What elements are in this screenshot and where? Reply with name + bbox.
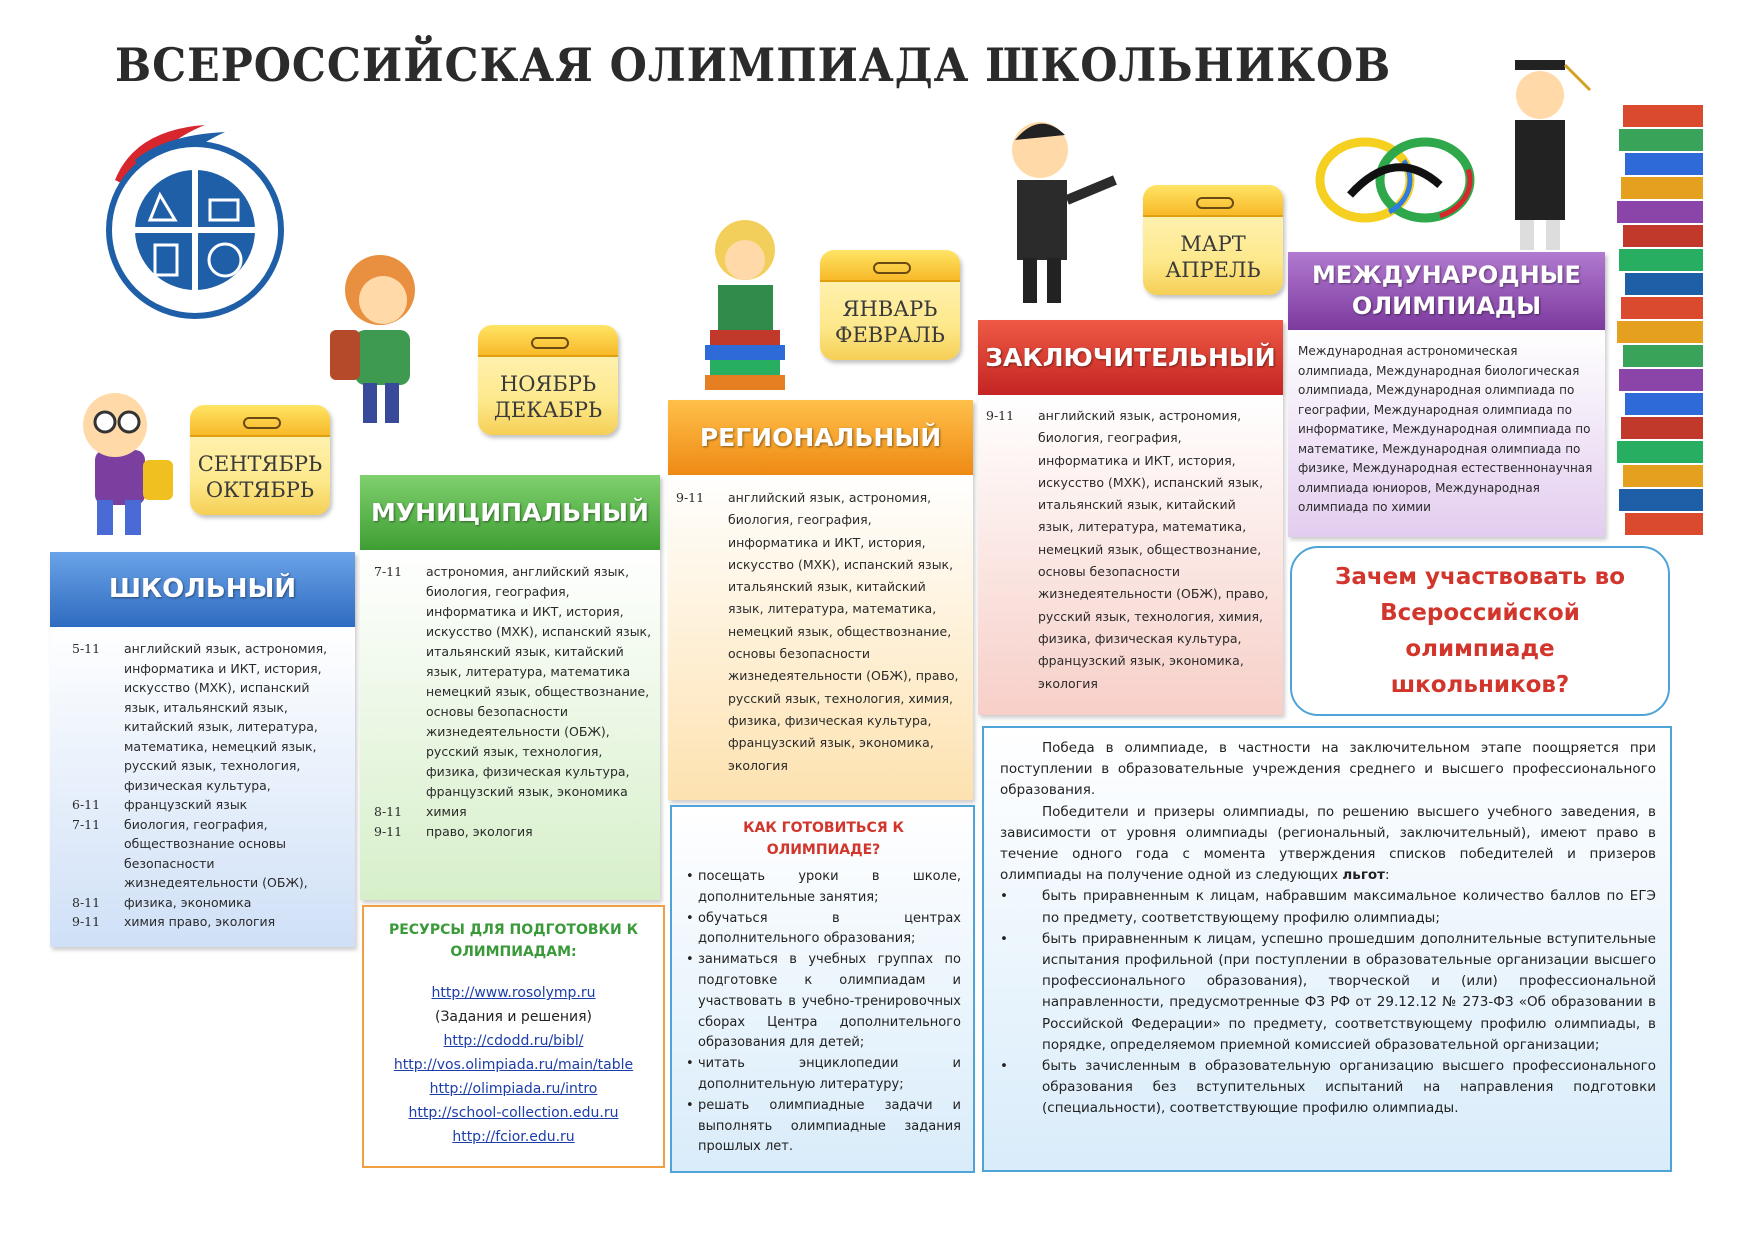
- subject-list: химия: [426, 804, 467, 819]
- stage-title: ШКОЛЬНЫЙ: [108, 574, 297, 604]
- stage-header-school: [50, 552, 355, 627]
- resource-link[interactable]: http://vos.olimpiada.ru/main/table: [393, 1057, 634, 1073]
- stage-title-line2: ОЛИМПИАДЫ: [1351, 292, 1542, 320]
- boy-with-backpack-illustration: [325, 245, 445, 435]
- boy-reading-illustration: [690, 210, 800, 400]
- stage-header-municipal: [360, 475, 660, 550]
- stage-header-final: [978, 320, 1283, 395]
- olympic-rings-illustration: [1310, 125, 1480, 235]
- grade-range: 9-11: [72, 914, 101, 929]
- howto-box: [670, 805, 975, 1173]
- grade-row: [374, 822, 652, 842]
- grade-row: [374, 802, 652, 822]
- graduate-illustration: [1480, 50, 1600, 260]
- resource-link[interactable]: http://fcior.edu.ru: [452, 1129, 575, 1145]
- why-participate-title: Зачем участвовать во Всероссийской олимпиаде школьников?: [1335, 564, 1625, 698]
- howto-item: • обучаться в центрах дополнительного образования;: [686, 909, 961, 951]
- resource-link[interactable]: http://olimpiada.ru/intro: [429, 1081, 598, 1097]
- grade-range: 7-11: [72, 816, 101, 832]
- month-label: ОКТЯБРЬ: [205, 478, 315, 502]
- benefits-box: [982, 726, 1672, 1172]
- month-label: ЯНВАРЬ: [842, 297, 938, 321]
- stage-panel-international: [1288, 330, 1605, 537]
- resources-box: [362, 905, 665, 1168]
- subject-list: английский язык, астрономия, биология, география, информатика и ИКТ, история, искусство (МХК), испанский язык, итальянский язык, китайский язык, литература, математика, немецкий язык, обществознание, основы безопасности жизнедеятельности (ОБЖ), право, русский язык, технология, химия, физика, физическая культура, французский язык, экономика, экология: [1038, 408, 1269, 691]
- subject-list: право, экология: [426, 824, 533, 839]
- benefits-bold-word: льгот: [1342, 867, 1385, 884]
- grade-range: 6-11: [72, 797, 101, 812]
- month-label: АПРЕЛЬ: [1165, 258, 1261, 282]
- benefits-item-text: быть приравненным к лицам, набравшим максимальное количество баллов по ЕГЭ по предмету, соответствующему профилю олимпиады;: [1042, 888, 1656, 926]
- grade-range: 9-11: [374, 824, 403, 839]
- benefits-text: :: [1384, 867, 1390, 884]
- grade-range: 8-11: [72, 894, 101, 910]
- page-title: ВСЕРОССИЙСКАЯ ОЛИМПИАДА ШКОЛЬНИКОВ: [115, 38, 1392, 92]
- stage-panel-final: [978, 395, 1283, 715]
- subject-list: астрономия, английский язык, биология, география, информатика и ИКТ, история, искусство (МХК), испанский язык, итальянский язык, китайский язык, литература, математика немецкий язык, обществознание, основы безопасности жизнедеятельности (ОБЖ), русский язык, технология, физика, физическая культура, французский язык, экономика: [426, 564, 652, 799]
- grade-range: 9-11: [676, 490, 705, 505]
- grade-range: 5-11: [72, 641, 101, 656]
- subject-list: английский язык, астрономия, информатика и ИКТ, история, искусство (МХК), испанский язык, итальянский язык, китайский язык, литература, математика, немецкий язык, русский язык, технология, физическая культура,: [124, 641, 328, 793]
- benefits-paragraph: Победа в олимпиаде, в частности на заключительном этапе поощряется при поступлении в образовательные учреждения среднего и высшего профессионального образования.: [1000, 740, 1656, 799]
- howto-item: • решать олимпиадные задачи и выполнять олимпиадные задания прошлых лет.: [686, 1096, 961, 1158]
- howto-item-text: обучаться в центрах дополнительного образования;: [698, 910, 961, 947]
- benefits-item: • быть приравненным к лицам, успешно прошедшим дополнительные вступительные испытания профильной (при поступлении в образовательные организации высшего профессионального образования), творческой и (или) профессиональной направленности, предусмотренные ФЗ РФ от 29.12.12 № 273-ФЗ «Об образовании в Российской Федерации» по предмету, соответствующему профилю олимпиады, в порядке, определяемом приемной комиссией образовательной организации;: [1000, 929, 1656, 1056]
- resource-link[interactable]: http://www.rosolymp.ru: [431, 985, 596, 1001]
- grade-row: [986, 405, 1275, 695]
- olympiad-logo: [95, 120, 295, 320]
- resource-link[interactable]: http://school-collection.edu.ru: [408, 1105, 619, 1121]
- resources-title: РЕСУРСЫ ДЛЯ ПОДГОТОВКИ К ОЛИМПИАДАМ:: [388, 922, 639, 960]
- howto-item-text: посещать уроки в школе, дополнительные занятия;: [698, 869, 961, 905]
- subject-list: химия право, экология: [124, 914, 276, 929]
- stage-panel-school: [50, 627, 355, 947]
- stage-title: РЕГИОНАЛЬНЫЙ: [699, 423, 942, 452]
- stage-header-international: [1288, 252, 1605, 330]
- why-participate-box: [1290, 546, 1670, 716]
- grade-row: [72, 815, 347, 893]
- month-label: МАРТ: [1180, 232, 1246, 256]
- resource-link[interactable]: http://cdodd.ru/bibl/: [443, 1033, 584, 1049]
- grade-row: [676, 487, 965, 777]
- howto-title: КАК ГОТОВИТЬСЯ К ОЛИМПИАДЕ?: [743, 820, 904, 858]
- grade-row: [72, 912, 347, 932]
- international-list: Международная астрономическая олимпиада, Международная биологическая олимпиада, Международная олимпиада по географии, Международная олимпиада по информатике, Международная олимпиада по математике, Международная олимпиада по физике, Международная естественнонаучная олимпиада юниоров, Международная олимпиада по химии: [1298, 344, 1593, 514]
- benefits-item: • быть приравненным к лицам, набравшим максимальное количество баллов по ЕГЭ по предмету, соответствующему профилю олимпиады;: [1000, 886, 1656, 928]
- howto-item: • заниматься в учебных группах по подготовке к олимпиадам и участвовать в учебно-тренировочных сборах Центра дополнительного образования для детей;: [686, 950, 961, 1054]
- howto-item-text: решать олимпиадные задачи и выполнять олимпиадные задания прошлых лет.: [698, 1097, 961, 1155]
- benefits-item: • быть зачисленным в образовательную организацию высшего профессионального образования без вступительных испытаний на направления подготовки (специальности), соответствующие профилю олимпиады.: [1000, 1056, 1656, 1120]
- book-stack-illustration: [1615, 105, 1705, 535]
- benefits-item-text: быть приравненным к лицам, успешно прошедшим дополнительные вступительные испытания профильной (при поступлении в образовательные организации высшего профессионального образования), творческой и (или) профессиональной направленности, предусмотренные ФЗ РФ от 29.12.12 № 273-ФЗ «Об образовании в Российской Федерации» по предмету, соответствующему профилю олимпиады, в порядке, определяемом приемной комиссией образовательной организации;: [1042, 930, 1656, 1053]
- stage-panel-regional: [668, 475, 973, 800]
- subject-list: английский язык, астрономия, биология, география, информатика и ИКТ, история, искусство (МХК), испанский язык, итальянский язык, китайский язык, литература, математика, немецкий язык, обществознание, основы безопасности жизнедеятельности (ОБЖ), право, русский язык, технология, химия, физика, физическая культура, французский язык, экономика, экология: [728, 490, 959, 773]
- month-label: ДЕКАБРЬ: [493, 398, 603, 422]
- grade-row: [72, 795, 347, 815]
- stage-header-regional: [668, 400, 973, 475]
- howto-item-text: заниматься в учебных группах по подготовке к олимпиадам и участвовать в учебно-тренировочных сборах Центра дополнительного образования для детей;: [698, 952, 961, 1051]
- grade-row: [72, 893, 347, 913]
- benefits-paragraph: [1000, 802, 1656, 887]
- month-label: ФЕВРАЛЬ: [835, 323, 945, 347]
- month-label: СЕНТЯБРЬ: [197, 452, 323, 476]
- month-label: НОЯБРЬ: [499, 372, 597, 396]
- grade-range: 9-11: [986, 408, 1015, 423]
- subject-list: французский язык: [124, 797, 248, 812]
- grade-row: [72, 639, 347, 795]
- stage-title-line1: МЕЖДУНАРОДНЫЕ: [1312, 261, 1581, 289]
- subject-list: биология, география, обществознание основы безопасности жизнедеятельности (ОБЖ),: [124, 816, 308, 890]
- subject-list: физика, экономика: [124, 894, 252, 910]
- howto-item-text: читать энциклопедии и дополнительную литературу;: [698, 1056, 961, 1092]
- stage-panel-municipal: [360, 550, 660, 900]
- grade-range: 8-11: [374, 804, 403, 819]
- calendar-regional-months: [820, 250, 960, 360]
- benefits-item-text: быть зачисленным в образовательную организацию высшего профессионального образования без вступительных испытаний на направления подготовки (специальности), соответствующие профилю олимпиады.: [1042, 1058, 1656, 1117]
- howto-item: • читать энциклопедии и дополнительную литературу;: [686, 1054, 961, 1096]
- calendar-municipal-months: [478, 325, 618, 435]
- howto-item: • посещать уроки в школе, дополнительные занятия;: [686, 867, 961, 909]
- stage-title: МУНИЦИПАЛЬНЫЙ: [371, 498, 649, 527]
- stage-title: ЗАКЛЮЧИТЕЛЬНЫЙ: [985, 343, 1276, 372]
- calendar-final-months: [1143, 185, 1283, 295]
- grade-range: 7-11: [374, 564, 403, 579]
- boy-walking-illustration: [55, 380, 190, 550]
- benefits-text: Победители и призеры олимпиады, по решению высшего учебного заведения, в зависимости от уровня олимпиады (региональный, заключительный), имеют право в течение одного года с момента утверждения списков победителей и призеров олимпиады на получение одной из следующих: [1000, 803, 1656, 884]
- grade-row: [374, 562, 652, 802]
- resource-note: (Задания и решения): [434, 1009, 592, 1025]
- professor-illustration: [995, 110, 1125, 310]
- calendar-school-months: [190, 405, 330, 515]
